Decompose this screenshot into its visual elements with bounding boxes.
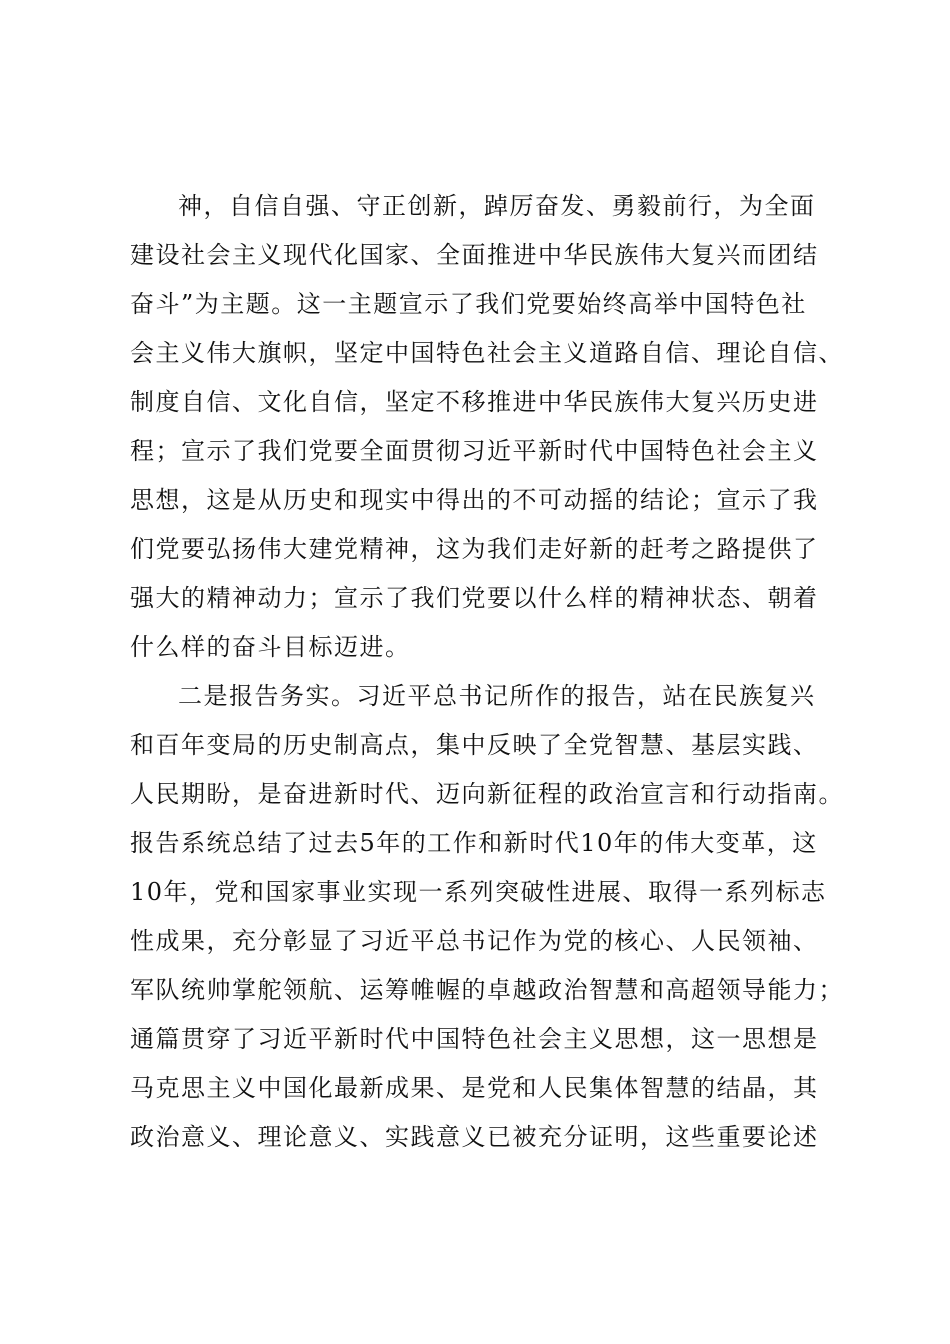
paragraph-2-line-8: 通篇贯穿了习近平新时代中国特色社会主义思想，这一思想是 (130, 1025, 819, 1053)
paragraph-1-line-4: 会主义伟大旗帜，坚定中国特色社会主义道路自信、理论自信、 (130, 339, 844, 367)
paragraph-1-line-8: 们党要弘扬伟大建党精神，这为我们走好新的赶考之路提供了 (130, 535, 819, 563)
paragraph-2-line-1: 二是报告务实。习近平总书记所作的报告，站在民族复兴 (178, 682, 816, 710)
paragraph-1-line-10: 什么样的奋斗目标迈进。 (130, 633, 411, 661)
body-text (130, 182, 844, 1162)
paragraph-2-line-3: 人民期盼，是奋进新时代、迈向新征程的政治宣言和行动指南。 (130, 780, 844, 808)
paragraph-1-line-9: 强大的精神动力；宣示了我们党要以什么样的精神状态、朝着 (130, 584, 819, 612)
paragraph-1-line-6: 程；宣示了我们党要全面贯彻习近平新时代中国特色社会主义 (130, 437, 819, 465)
paragraph-2-line-4: 报告系统总结了过去5年的工作和新时代10年的伟大变革，这 (130, 829, 818, 857)
paragraph-2-line-10: 政治意义、理论意义、实践意义已被充分证明，这些重要论述 (130, 1123, 819, 1151)
paragraph-1-line-7: 思想，这是从历史和现实中得出的不可动摇的结论；宣示了我 (130, 486, 819, 514)
paragraph-1-line-1: 神，自信自强、守正创新，踔厉奋发、勇毅前行，为全面 (178, 192, 816, 220)
paragraph-1-line-5: 制度自信、文化自信，坚定不移推进中华民族伟大复兴历史进 (130, 388, 819, 416)
paragraph-1-line-2: 建设社会主义现代化国家、全面推进中华民族伟大复兴而团结 (130, 241, 819, 269)
paragraph-2-line-2: 和百年变局的历史制高点，集中反映了全党智慧、基层实践、 (130, 731, 819, 759)
paragraph-1-line-3: 奋斗”为主题。这一主题宣示了我们党要始终高举中国特色社 (130, 290, 807, 318)
paragraph-2-line-9: 马克思主义中国化最新成果、是党和人民集体智慧的结晶，其 (130, 1074, 819, 1102)
paragraph-2-line-5: 10年，党和国家事业实现一系列突破性进展、取得一系列标志 (130, 878, 827, 906)
paragraph-2-line-6: 性成果，充分彰显了习近平总书记作为党的核心、人民领袖、 (130, 927, 819, 955)
paragraph-2-line-7: 军队统帅掌舵领航、运筹帷幄的卓越政治智慧和高超领导能力； (130, 976, 844, 1004)
